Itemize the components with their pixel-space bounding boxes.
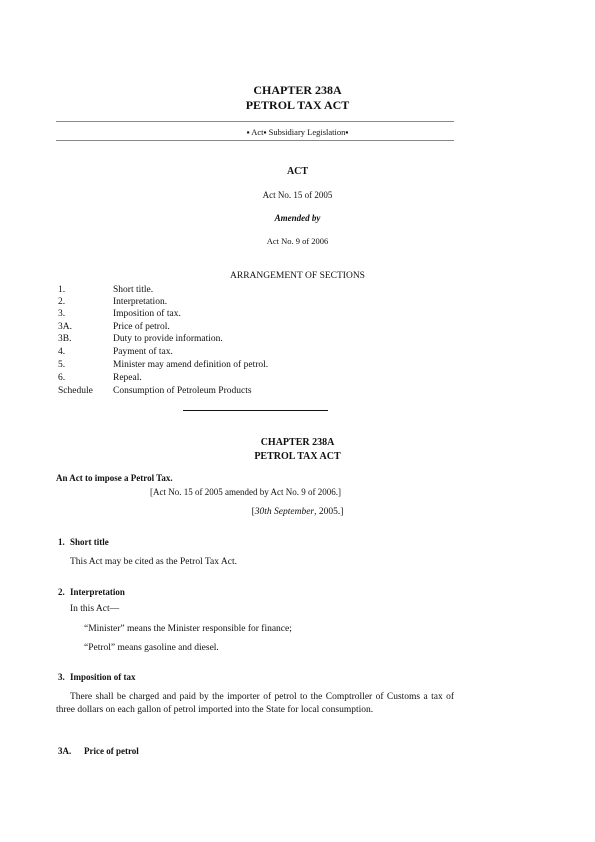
act-title: PETROL TAX ACT [245, 98, 350, 112]
section-number: 3. [58, 309, 66, 319]
section-3-title: Imposition of tax [70, 672, 136, 682]
section-2-number: 2. [58, 587, 65, 597]
section-number: 5. [58, 360, 66, 370]
definition-petrol: “Petrol” means gasoline and diesel. [84, 643, 219, 653]
arrangement-row[interactable] [58, 347, 173, 359]
section-number: 6. [58, 373, 66, 383]
section-number: 2. [58, 297, 66, 307]
chapter-number: CHAPTER 238A [253, 83, 342, 97]
arrangement-row[interactable] [58, 297, 167, 309]
section-3a-number: 3A. [58, 746, 72, 756]
section-title: Price of petrol. [113, 322, 170, 332]
section-title: Duty to provide information. [113, 334, 223, 344]
section-title: Consumption of Petroleum Products [113, 386, 252, 396]
arrangement-row[interactable] [58, 285, 153, 297]
nav-top-rule [56, 121, 454, 122]
arrangement-row[interactable] [58, 309, 181, 321]
act-reference: [Act No. 15 of 2005 amended by Act No. 9 of 2006.] [150, 487, 341, 497]
section-1-heading [58, 537, 109, 547]
section-number: 4. [58, 347, 66, 357]
section-title: Imposition of tax. [113, 309, 181, 319]
section-number: 3B. [58, 334, 72, 344]
arrangement-row[interactable] [58, 386, 252, 398]
act-number: Act No. 15 of 2005 [262, 190, 333, 200]
section-title: Interpretation. [113, 297, 168, 307]
section-3a-title: Price of petrol [84, 746, 139, 756]
arrangement-row[interactable] [58, 373, 142, 385]
definition-minister: “Minister” means the Minister responsible for finance; [84, 624, 292, 634]
section-title: Short title. [113, 285, 154, 295]
long-title: An Act to impose a Petrol Tax. [56, 473, 173, 483]
section-title: Payment of tax. [113, 347, 173, 357]
section-3-text: There shall be charged and paid by the importer of petrol to the Comptroller of Customs a tax of three dollars on each gallon of petrol imported into the State for local consumption. [56, 692, 454, 715]
amended-by-label: Amended by [274, 213, 321, 223]
body-act-title: PETROL TAX ACT [254, 451, 341, 462]
section-1-title: Short title [70, 537, 109, 547]
body-chapter-number: CHAPTER 238A [260, 437, 335, 448]
arrangement-row[interactable] [58, 322, 170, 334]
commencement-year: , 2005.] [314, 507, 344, 517]
section-1-text: This Act may be cited as the Petrol Tax Act. [70, 557, 237, 567]
arrangement-row[interactable] [58, 360, 268, 372]
section-2-heading [58, 587, 125, 597]
section-number: 3A. [58, 322, 72, 332]
arrangement-heading: ARRANGEMENT OF SECTIONS [230, 271, 365, 281]
act-nav-links[interactable]: ▪ Act▪ Subsidiary Legislation▪ [246, 127, 349, 137]
commencement-day: 30th September [254, 507, 315, 517]
section-divider [183, 410, 328, 411]
section-2-intro: In this Act— [70, 604, 120, 614]
arrangement-row[interactable] [58, 334, 223, 346]
section-3-heading [58, 672, 136, 682]
section-title: Minister may amend definition of petrol. [113, 360, 269, 370]
commencement-date [0, 507, 595, 517]
section-1-number: 1. [58, 537, 65, 547]
act-heading: ACT [286, 166, 309, 177]
bracket-open: [ [251, 507, 255, 517]
section-3a-heading [58, 746, 139, 756]
amending-act: Act No. 9 of 2006 [266, 236, 329, 246]
section-number: 1. [58, 285, 66, 295]
section-number: Schedule [58, 386, 93, 396]
section-2-title: Interpretation [70, 587, 125, 597]
section-title: Repeal. [113, 373, 142, 383]
section-3-number: 3. [58, 672, 65, 682]
nav-bottom-rule [56, 140, 454, 141]
